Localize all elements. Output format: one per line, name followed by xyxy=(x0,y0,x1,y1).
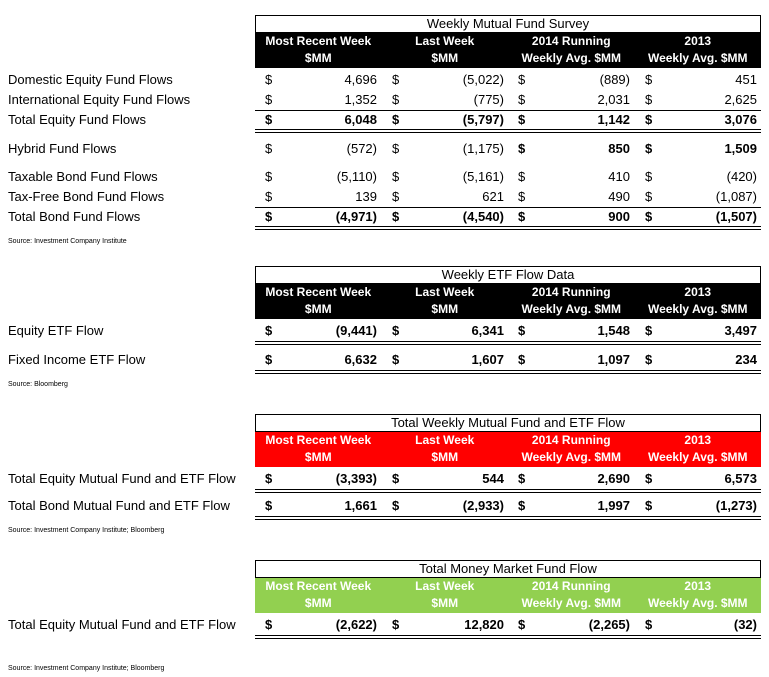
value-2013-avg: (1,087) xyxy=(715,189,757,204)
row-label: Total Equity Mutual Fund and ETF Flow xyxy=(8,617,236,632)
value-last-week: 544 xyxy=(482,471,504,486)
currency-symbol: $ xyxy=(518,498,526,513)
currency-symbol: $ xyxy=(265,189,273,204)
currency-symbol: $ xyxy=(645,112,653,127)
col-header-2014-running: 2014 Running Weekly Avg. $MM xyxy=(521,285,622,316)
value-most-recent: (2,622) xyxy=(335,617,377,632)
currency-symbol: $ xyxy=(518,189,526,204)
value-2014-avg: (2,265) xyxy=(588,617,630,632)
value-2013-avg: (420) xyxy=(726,169,757,184)
currency-symbol: $ xyxy=(265,112,273,127)
value-most-recent: 4,696 xyxy=(344,72,377,87)
value-last-week: 12,820 xyxy=(464,617,504,632)
currency-symbol: $ xyxy=(518,209,526,224)
col-header-last-week: Last Week $MM xyxy=(415,433,475,464)
col-header-2013: 2013 Weekly Avg. $MM xyxy=(647,433,748,464)
currency-symbol: $ xyxy=(392,92,400,107)
row-label: Total Bond Mutual Fund and ETF Flow xyxy=(8,498,230,513)
value-last-week: 1,607 xyxy=(471,352,504,367)
row-label: Total Bond Fund Flows xyxy=(8,209,141,224)
currency-symbol: $ xyxy=(265,169,273,184)
value-2014-avg: (889) xyxy=(599,72,630,87)
currency-symbol: $ xyxy=(645,323,653,338)
table-row xyxy=(0,168,769,186)
combined-flow-header-row xyxy=(255,432,761,467)
money-market-header-row xyxy=(255,578,761,613)
value-2014-avg: 2,690 xyxy=(597,471,630,486)
col-header-2014-running: 2014 Running Weekly Avg. $MM xyxy=(521,579,622,610)
currency-symbol: $ xyxy=(265,72,273,87)
currency-symbol: $ xyxy=(645,92,653,107)
currency-symbol: $ xyxy=(392,189,400,204)
table-row xyxy=(0,322,769,340)
currency-symbol: $ xyxy=(265,323,273,338)
etf-header-row xyxy=(255,284,761,319)
source-note: Source: Investment Company Institute; Bloomberg xyxy=(8,527,165,534)
currency-symbol: $ xyxy=(645,471,653,486)
table-row xyxy=(0,91,769,109)
double-underline xyxy=(255,370,761,374)
table-row xyxy=(0,497,769,515)
currency-symbol: $ xyxy=(645,352,653,367)
row-label: Equity ETF Flow xyxy=(8,323,104,338)
money-market-title: Total Money Market Fund Flow xyxy=(255,560,761,578)
value-2014-avg: 410 xyxy=(608,169,630,184)
value-last-week: (2,933) xyxy=(462,498,504,513)
value-2013-avg: 1,509 xyxy=(724,141,757,156)
value-2014-avg: 850 xyxy=(608,141,630,156)
double-underline xyxy=(255,489,761,493)
col-header-last-week: Last Week $MM xyxy=(415,285,475,316)
currency-symbol: $ xyxy=(518,141,526,156)
row-label: Total Equity Fund Flows xyxy=(8,112,147,127)
currency-symbol: $ xyxy=(645,141,653,156)
col-header-most-recent-week: Most Recent Week $MM xyxy=(265,34,372,65)
value-most-recent: 139 xyxy=(355,189,377,204)
value-2013-avg: 451 xyxy=(735,72,757,87)
value-2013-avg: (32) xyxy=(733,617,757,632)
value-2013-avg: 6,573 xyxy=(724,471,757,486)
value-2014-avg: 2,031 xyxy=(597,92,630,107)
row-label: International Equity Fund Flows xyxy=(8,92,191,107)
combined-flow-title: Total Weekly Mutual Fund and ETF Flow xyxy=(255,414,761,432)
currency-symbol: $ xyxy=(518,323,526,338)
table-row-total xyxy=(0,208,769,226)
value-2014-avg: 490 xyxy=(608,189,630,204)
value-2014-avg: 1,142 xyxy=(597,112,630,127)
col-header-most-recent-week: Most Recent Week $MM xyxy=(265,285,372,316)
value-last-week: (775) xyxy=(473,92,504,107)
value-last-week: (5,797) xyxy=(462,112,504,127)
value-2014-avg: 1,548 xyxy=(597,323,630,338)
mutual-fund-title: Weekly Mutual Fund Survey xyxy=(255,15,761,33)
table-row xyxy=(0,351,769,369)
currency-symbol: $ xyxy=(518,352,526,367)
value-2014-avg: 900 xyxy=(608,209,630,224)
currency-symbol: $ xyxy=(392,471,400,486)
double-underline xyxy=(255,129,761,133)
double-underline xyxy=(255,635,761,639)
value-last-week: (4,540) xyxy=(462,209,504,224)
value-most-recent: (3,393) xyxy=(335,471,377,486)
source-note: Source: Investment Company Institute xyxy=(8,238,127,245)
col-header-2013: 2013 Weekly Avg. $MM xyxy=(647,34,748,65)
currency-symbol: $ xyxy=(392,209,400,224)
row-label: Domestic Equity Fund Flows xyxy=(8,72,173,87)
value-2013-avg: (1,507) xyxy=(715,209,757,224)
value-last-week: (1,175) xyxy=(462,141,504,156)
source-note: Source: Bloomberg xyxy=(8,381,68,388)
col-header-2014-running: 2014 Running Weekly Avg. $MM xyxy=(521,34,622,65)
col-header-2013: 2013 Weekly Avg. $MM xyxy=(647,285,748,316)
table-row xyxy=(0,71,769,89)
table-row xyxy=(0,616,769,634)
currency-symbol: $ xyxy=(645,189,653,204)
value-most-recent: 1,661 xyxy=(344,498,377,513)
currency-symbol: $ xyxy=(518,471,526,486)
currency-symbol: $ xyxy=(265,141,273,156)
value-most-recent: 1,352 xyxy=(344,92,377,107)
currency-symbol: $ xyxy=(265,617,273,632)
mutual-fund-header-row xyxy=(255,33,761,68)
currency-symbol: $ xyxy=(645,72,653,87)
currency-symbol: $ xyxy=(645,169,653,184)
currency-symbol: $ xyxy=(265,471,273,486)
currency-symbol: $ xyxy=(518,617,526,632)
value-most-recent: 6,632 xyxy=(344,352,377,367)
value-last-week: (5,161) xyxy=(462,169,504,184)
value-last-week: 621 xyxy=(482,189,504,204)
currency-symbol: $ xyxy=(392,72,400,87)
currency-symbol: $ xyxy=(518,112,526,127)
col-header-2013: 2013 Weekly Avg. $MM xyxy=(647,579,748,610)
value-most-recent: 6,048 xyxy=(344,112,377,127)
row-label: Tax-Free Bond Fund Flows xyxy=(8,189,165,204)
double-underline xyxy=(255,516,761,520)
currency-symbol: $ xyxy=(265,209,273,224)
currency-symbol: $ xyxy=(645,617,653,632)
currency-symbol: $ xyxy=(392,352,400,367)
currency-symbol: $ xyxy=(392,169,400,184)
double-underline xyxy=(255,226,761,230)
currency-symbol: $ xyxy=(518,169,526,184)
currency-symbol: $ xyxy=(518,72,526,87)
value-2013-avg: 3,497 xyxy=(724,323,757,338)
etf-title: Weekly ETF Flow Data xyxy=(255,266,761,284)
row-label: Hybrid Fund Flows xyxy=(8,141,117,156)
currency-symbol: $ xyxy=(265,92,273,107)
value-last-week: 6,341 xyxy=(471,323,504,338)
value-2014-avg: 1,997 xyxy=(597,498,630,513)
row-label: Taxable Bond Fund Flows xyxy=(8,169,158,184)
col-header-most-recent-week: Most Recent Week $MM xyxy=(265,433,372,464)
value-2013-avg: 2,625 xyxy=(724,92,757,107)
table-row xyxy=(0,140,769,158)
currency-symbol: $ xyxy=(392,617,400,632)
currency-symbol: $ xyxy=(392,498,400,513)
row-label: Fixed Income ETF Flow xyxy=(8,352,146,367)
source-note: Source: Investment Company Institute; Bloomberg xyxy=(8,665,165,672)
value-2013-avg: (1,273) xyxy=(715,498,757,513)
currency-symbol: $ xyxy=(645,498,653,513)
col-header-last-week: Last Week $MM xyxy=(415,579,475,610)
value-most-recent: (572) xyxy=(346,141,377,156)
value-most-recent: (5,110) xyxy=(336,169,377,184)
table-row xyxy=(0,188,769,206)
double-underline xyxy=(255,341,761,345)
currency-symbol: $ xyxy=(265,498,273,513)
currency-symbol: $ xyxy=(392,323,400,338)
value-2013-avg: 234 xyxy=(735,352,757,367)
table-row xyxy=(0,470,769,488)
value-most-recent: (4,971) xyxy=(335,209,377,224)
col-header-most-recent-week: Most Recent Week $MM xyxy=(265,579,372,610)
col-header-last-week: Last Week $MM xyxy=(415,34,475,65)
currency-symbol: $ xyxy=(645,209,653,224)
table-row-total xyxy=(0,111,769,129)
value-last-week: (5,022) xyxy=(462,72,504,87)
value-most-recent: (9,441) xyxy=(335,323,377,338)
currency-symbol: $ xyxy=(265,352,273,367)
value-2014-avg: 1,097 xyxy=(597,352,630,367)
row-label: Total Equity Mutual Fund and ETF Flow xyxy=(8,471,236,486)
col-header-2014-running: 2014 Running Weekly Avg. $MM xyxy=(521,433,622,464)
value-2013-avg: 3,076 xyxy=(724,112,757,127)
currency-symbol: $ xyxy=(392,141,400,156)
currency-symbol: $ xyxy=(392,112,400,127)
currency-symbol: $ xyxy=(518,92,526,107)
